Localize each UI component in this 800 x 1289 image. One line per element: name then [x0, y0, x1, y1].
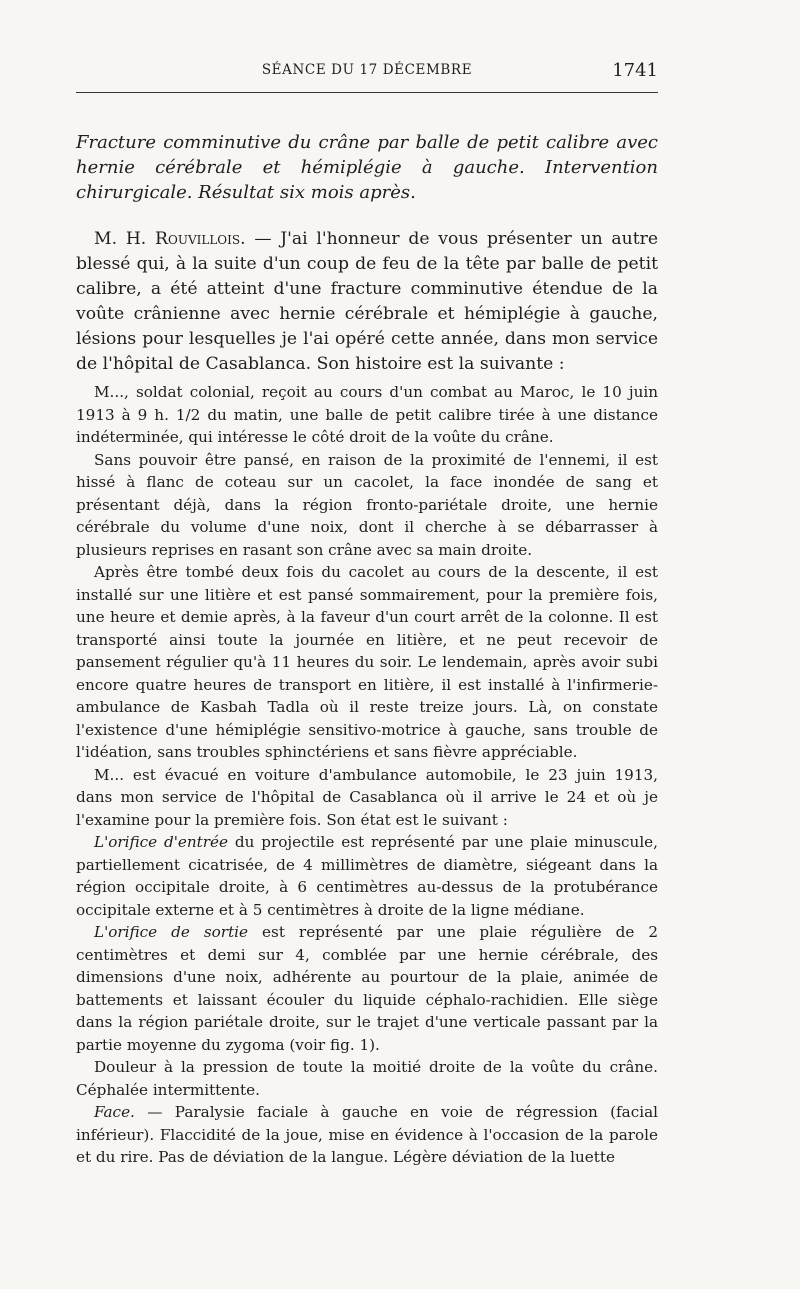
paragraph-text: du projectile est représenté par une plaie minuscule, partiellement cicatrisée, de 4 millimètres de diamètre, siégeant dans la région occipitale droite, à 6 centimètres au-dessus de la protubérance occipitale externe et à 5 centimètres à droite de la ligne médiane.	[76, 833, 658, 919]
section-title: Fracture comminutive du crâne par balle de petit calibre avec hernie cérébrale et hémiplégie à gauche. Intervention chirurgicale. Résultat six mois après.	[76, 132, 658, 203]
paragraph	[76, 1101, 658, 1169]
intro-paragraph	[76, 227, 658, 377]
running-head-title: SÉANCE DU 17 DÉCEMBRE	[261, 62, 473, 78]
paragraph-lead: Face.	[94, 1103, 135, 1121]
intro-text: — J'ai l'honneur de vous présenter un autre blessé qui, à la suite d'un coup de feu de la tête par balle de petit calibre, a été atteint d'une fracture comminutive étendue de la voûte crânienne avec hernie cérébrale et hémiplégie à gauche, lésions pour lesquelles je l'ai opéré cette année, dans mon service de l'hôpital de Casablanca. Son histoire est la suivante :	[76, 229, 659, 374]
paragraph	[76, 449, 658, 562]
paragraph-text: Après être tombé deux fois du cacolet au cours de la descente, il est installé sur une litière et est pansé sommairement, pour la première fois, une heure et demie après, à la faveur d'un court arrêt de la colonne. Il est transporté ainsi toute la journée en litière, et ne peut recevoir de pansement régulier qu'à 11 heures du soir. Le lendemain, après avoir subi encore quatre heures de transport en litière, il est installé à l'infirmerie-ambulance de Kasbah Tadla où il reste treize jours. Là, on constate l'existence d'une hémiplégie sensitivo-motrice à gauche, sans trouble de l'idéation, sans troubles sphinctériens et sans fièvre appréciable.	[76, 563, 658, 761]
paragraph	[76, 1056, 658, 1101]
paragraph-lead: L'orifice d'entrée	[94, 833, 229, 851]
running-head	[76, 60, 658, 82]
paragraph	[76, 764, 658, 832]
paragraph	[76, 381, 658, 449]
paragraph-lead: L'orifice de sortie	[94, 923, 249, 941]
author-name: Rouvillois.	[155, 229, 246, 249]
case-report-body	[76, 381, 658, 1169]
paragraph	[76, 561, 658, 764]
author-prefix: M. H.	[94, 229, 147, 249]
paragraph-text: M..., soldat colonial, reçoit au cours d'un combat au Maroc, le 10 juin 1913 à 9 h. 1/2 du matin, une balle de petit calibre tirée à une distance indéterminée, qui intéresse le côté droit de la voûte du crâne.	[76, 383, 658, 446]
paragraph-text: est représenté par une plaie régulière de 2 centimètres et demi sur 4, comblée par une hernie cérébrale, des dimensions d'une noix, adhérente au pourtour de la plaie, animée de battements et laissant écouler du liquide céphalo-rachidien. Elle siège dans la région pariétale droite, sur le trajet d'une verticale passant par la partie moyenne du zygoma (voir fig. 1).	[76, 923, 658, 1054]
paragraph	[76, 921, 658, 1056]
paragraph-text: Sans pouvoir être pansé, en raison de la proximité de l'ennemi, il est hissé à flanc de coteau sur un cacolet, la face inondée de sang et présentant déjà, dans la région fronto-pariétale droite, une hernie cérébrale du volume d'une noix, dont il cherche à se débarrasser à plusieurs reprises en rasant son crâne avec sa main droite.	[76, 450, 658, 559]
paragraph-text: Douleur à la pression de toute la moitié droite de la voûte du crâne. Céphalée intermittente.	[76, 1058, 658, 1099]
header-rule	[76, 92, 658, 93]
paragraph-text: M... est évacué en voiture d'ambulance automobile, le 23 juin 1913, dans mon service de l'hôpital de Casablanca où il arrive le 24 et où je l'examine pour la première fois. Son état est le suivant :	[76, 765, 658, 829]
paragraph	[76, 831, 658, 921]
page-number: 1741	[612, 60, 658, 81]
paragraph-text: — Paralysie faciale à gauche en voie de régression (facial inférieur). Flaccidité de la joue, mise en évidence à l'occasion de la parole et du rire. Pas de déviation de la langue. Légère déviation de la luette	[76, 1103, 658, 1166]
